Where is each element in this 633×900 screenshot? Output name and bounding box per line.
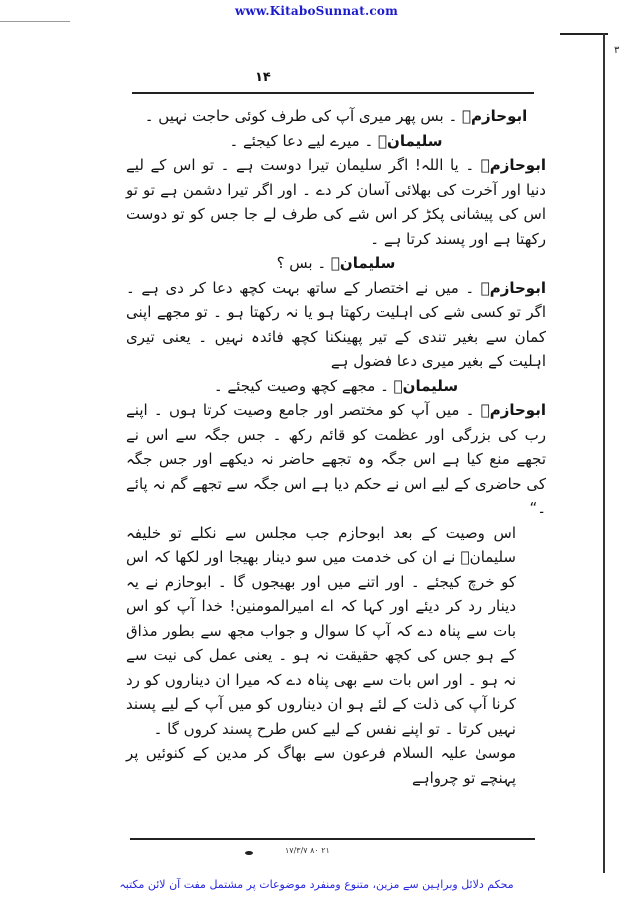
page-number: ۱۴ <box>255 70 271 85</box>
speaker-name: سلیمانؒ <box>378 131 443 150</box>
dialogue-line <box>126 153 546 251</box>
site-tagline-footer[interactable]: محکم دلائل وبراہین سے مزین، متنوع ومنفرد موضوعات پر مشتمل مفت آن لائن مکتبہ <box>119 878 514 891</box>
paragraph-text: موسیٰ علیہ السلام فرعون سے بھاگ کر مدین کے کنوئیں پر پہنچے تو چرواہے <box>126 744 516 787</box>
scan-artifact-rule <box>0 21 70 22</box>
dialogue-line <box>126 398 546 521</box>
page-frame-right-border <box>603 33 605 873</box>
site-url-header[interactable]: www.KitaboSunnat.com <box>234 4 398 18</box>
speaker-name: ابوحازمؒ <box>480 401 546 419</box>
dialogue-text: ۔ بس پھر میری آپ کی طرف کوئی حاجت نہیں ۔ <box>144 107 463 125</box>
page-body <box>126 104 546 790</box>
dialogue-text: ۔ میں آپ کو مختصر اور جامع وصیت کرتا ہوں ۔ اپنے رب کی بزرگی اور عظمت کو قائم رکھ ۔ جس جگہ سے اس نے تجھے منع کیا ہے اس جگہ وہ تجھے حاضر نہ دیکھے اور جس جگہ کی حاضری کے لیے اس نے حکم دیا ہے اس جگہ سے تجھے گم نہ پائے ۔“ <box>126 401 546 517</box>
dialogue-text: ۔ بس ؟ <box>276 254 331 272</box>
dialogue-line <box>126 374 546 399</box>
page-frame-top-border <box>560 33 608 35</box>
header-divider <box>132 92 534 94</box>
footer-divider <box>130 838 535 840</box>
paragraph-text: اس وصیت کے بعد ابوحازم جب مجلس سے نکلے تو خلیفہ سلیمانؒ نے ان کی خدمت میں سو دینار بھیجا اور لکھا کہ اس کو خرچ کیجئے ۔ اور اتنے میں اور بھیجوں گا ۔ ابوحازم نے یہ دینار رد کر دیئے اور کہا کہ اے امیرالمومنین! خدا آپ کو اس بات سے پناہ دے کہ آپ کا سوال و جواب مجھ سے بطور مذاق کے ہو جس کی کچھ حقیقت نہ ہو ۔ یعنی عمل کی نیت سے نہ ہو ۔ اور اس بات سے بھی پناہ دے کہ میرا ان دیناروں کو رد کرنا آپ کی ذلت کے لئے ہو ان دیناروں کو میں آپ کے لیے پسند نہیں کرتا ۔ تو اپنے نفس کے لیے کس طرح پسند کروں گا ۔ <box>126 523 516 738</box>
dialogue-text: ۔ یا اللہ! اگر سلیمان تیرا دوست ہے ۔ تو اس کے لیے دنیا اور آخرت کی بھلائی آسان کر دے ۔ اور اگر تیرا دشمن ہے تو تو اس کی پیشانی پکڑ کر اس شے کی طرف لے جا جس کو تو دوست رکھتا ہے اور پسند کرتا ہے ۔ <box>126 156 546 248</box>
page-frame-mark: ۳ <box>614 45 620 56</box>
speaker-name: سلیمانؒ <box>330 254 396 272</box>
speaker-name: ابوحازمؒ <box>480 156 546 174</box>
scan-footer-code: ۱۷/۳/۷ ۸۰ ۲۱ <box>285 846 330 855</box>
speaker-name: ابوحازمؒ <box>462 107 528 125</box>
dialogue-text: ۔ میں نے اختصار کے ساتھ بہت کچھ دعا کر دی ہے ۔ اگر تو کسی شے کی اہلیت رکھتا ہو یا نہ رکھتا ہو ۔ تو مجھے اپنی کمان سے بغیر تندی کے تیر پھینکنا کچھ فائدہ نہیں ۔ یعنی تیری اہلیت کے بغیر میری دعا فضول ہے <box>126 278 546 370</box>
dialogue-line <box>126 104 546 129</box>
scan-artifact-dot <box>245 851 253 855</box>
speaker-name: ابوحازمؒ <box>480 278 546 297</box>
narrative-paragraph <box>126 741 546 790</box>
dialogue-line <box>126 251 546 276</box>
dialogue-text: ۔ میرے لیے دعا کیجئے ۔ <box>229 131 379 150</box>
narrative-paragraph <box>126 521 546 742</box>
dialogue-text: ۔ مجھے کچھ وصیت کیجئے ۔ <box>213 376 394 395</box>
speaker-name: سلیمانؒ <box>393 376 459 395</box>
dialogue-line <box>126 129 546 154</box>
dialogue-line <box>126 276 546 374</box>
